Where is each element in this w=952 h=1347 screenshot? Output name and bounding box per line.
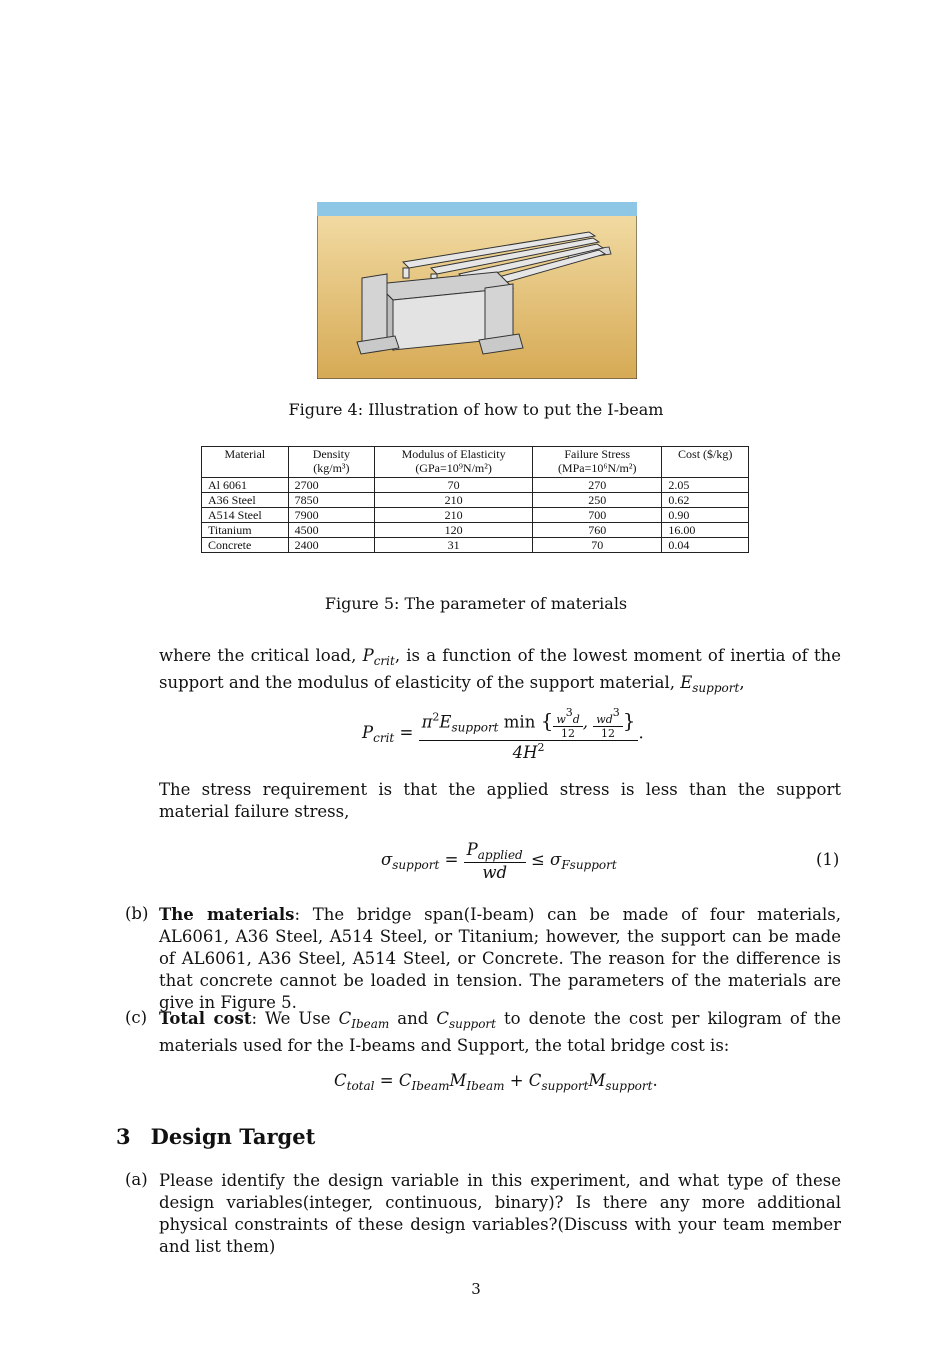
- table-cell: A36 Steel: [202, 493, 289, 508]
- table-row: [202, 538, 749, 553]
- table-cell: 7850: [288, 493, 375, 508]
- materials-table: [201, 446, 749, 553]
- table-row: [202, 493, 749, 508]
- figure-5-caption: Figure 5: The parameter of materials: [324, 594, 628, 613]
- table-header: Material: [202, 447, 289, 478]
- equation-number: (1): [816, 850, 840, 869]
- table-cell: 0.90: [662, 508, 749, 523]
- equation-total-cost: $C_{total} = C_{Ibeam}M_{Ibeam} + C_{support}M_{support}$.: [334, 1071, 658, 1093]
- table-cell: 0.04: [662, 538, 749, 553]
- item-a-text: Please identify the design variable in this experiment, and what type of these design variables(integer, continuous, binary)? Is there any more additional physical constraints of these design variables?(Discuss with your team member and list them): [159, 1171, 841, 1256]
- paragraph-stress-requirement: The stress requirement is that the applied stress is less than the support material failure stress,: [159, 780, 841, 821]
- item-b-text: The materials: The bridge span(I-beam) can be made of four materials, AL6061, A36 Steel, A514 Steel, or Titanium; however, the support can be made of AL6061, A36 Steel, A514 Steel, or Concrete. The reason for the difference is that concrete cannot be loaded in tension. The parameters of the materials are give in Figure 5.: [159, 905, 841, 1012]
- table-cell: 120: [375, 523, 533, 538]
- table-cell: Al 6061: [202, 478, 289, 493]
- figure-4-image: [317, 202, 637, 379]
- figure-4-caption: Figure 4: Illustration of how to put the I-beam: [288, 400, 664, 419]
- page-number: 3: [471, 1280, 481, 1298]
- table-cell: Concrete: [202, 538, 289, 553]
- table-header: Failure Stress (MPa=10⁶N/m²): [533, 447, 662, 478]
- table-cell: 70: [533, 538, 662, 553]
- equation-stress: $\sigma_{support}$ = $\frac{P_{applied}}{wd}$ ≤ $\sigma_{Fsupport}$: [381, 840, 617, 882]
- table-cell: 270: [533, 478, 662, 493]
- table-cell: 7900: [288, 508, 375, 523]
- table-cell: A514 Steel: [202, 508, 289, 523]
- table-row: [202, 478, 749, 493]
- table-header: Density (kg/m³): [288, 447, 375, 478]
- table-cell: Titanium: [202, 523, 289, 538]
- table-cell: 700: [533, 508, 662, 523]
- table-cell: 2.05: [662, 478, 749, 493]
- table-cell: 2400: [288, 538, 375, 553]
- table-cell: 250: [533, 493, 662, 508]
- table-header: Modulus of Elasticity (GPa=10⁹N/m²): [375, 447, 533, 478]
- table-row: [202, 508, 749, 523]
- table-cell: 210: [375, 508, 533, 523]
- section-heading: 3 Design Target: [116, 1124, 316, 1149]
- table-cell: 70: [375, 478, 533, 493]
- item-c-text: Total cost: We Use $C_{Ibeam}$ and $C_{support}$ to denote the cost per kilogram of the materials used for the I-beams and Support, the total bridge cost is:: [159, 1009, 841, 1055]
- item-label-b: (b): [125, 904, 149, 923]
- table-row: [202, 523, 749, 538]
- item-label-c: (c): [125, 1008, 148, 1027]
- paragraph-critical-load: where the critical load, $P_{crit}$, is a function of the lowest moment of inertia of the support and the modulus of elasticity of the support material, $E_{support}$,: [159, 646, 841, 695]
- item-label-a: (a): [125, 1170, 148, 1189]
- table-cell: 760: [533, 523, 662, 538]
- table-cell: 2700: [288, 478, 375, 493]
- table-cell: 4500: [288, 523, 375, 538]
- table-header-row: [202, 447, 749, 478]
- equation-pcrit: $P_{crit}$ = $\pi^2E_{support}$ min { $\frac{w3d}{12}$ , $\frac{wd3}{12}$ } $4H^2$ .: [362, 706, 644, 762]
- table-cell: 16.00: [662, 523, 749, 538]
- table-cell: 0.62: [662, 493, 749, 508]
- table-header: Cost ($/kg): [662, 447, 749, 478]
- table-cell: 210: [375, 493, 533, 508]
- table-cell: 31: [375, 538, 533, 553]
